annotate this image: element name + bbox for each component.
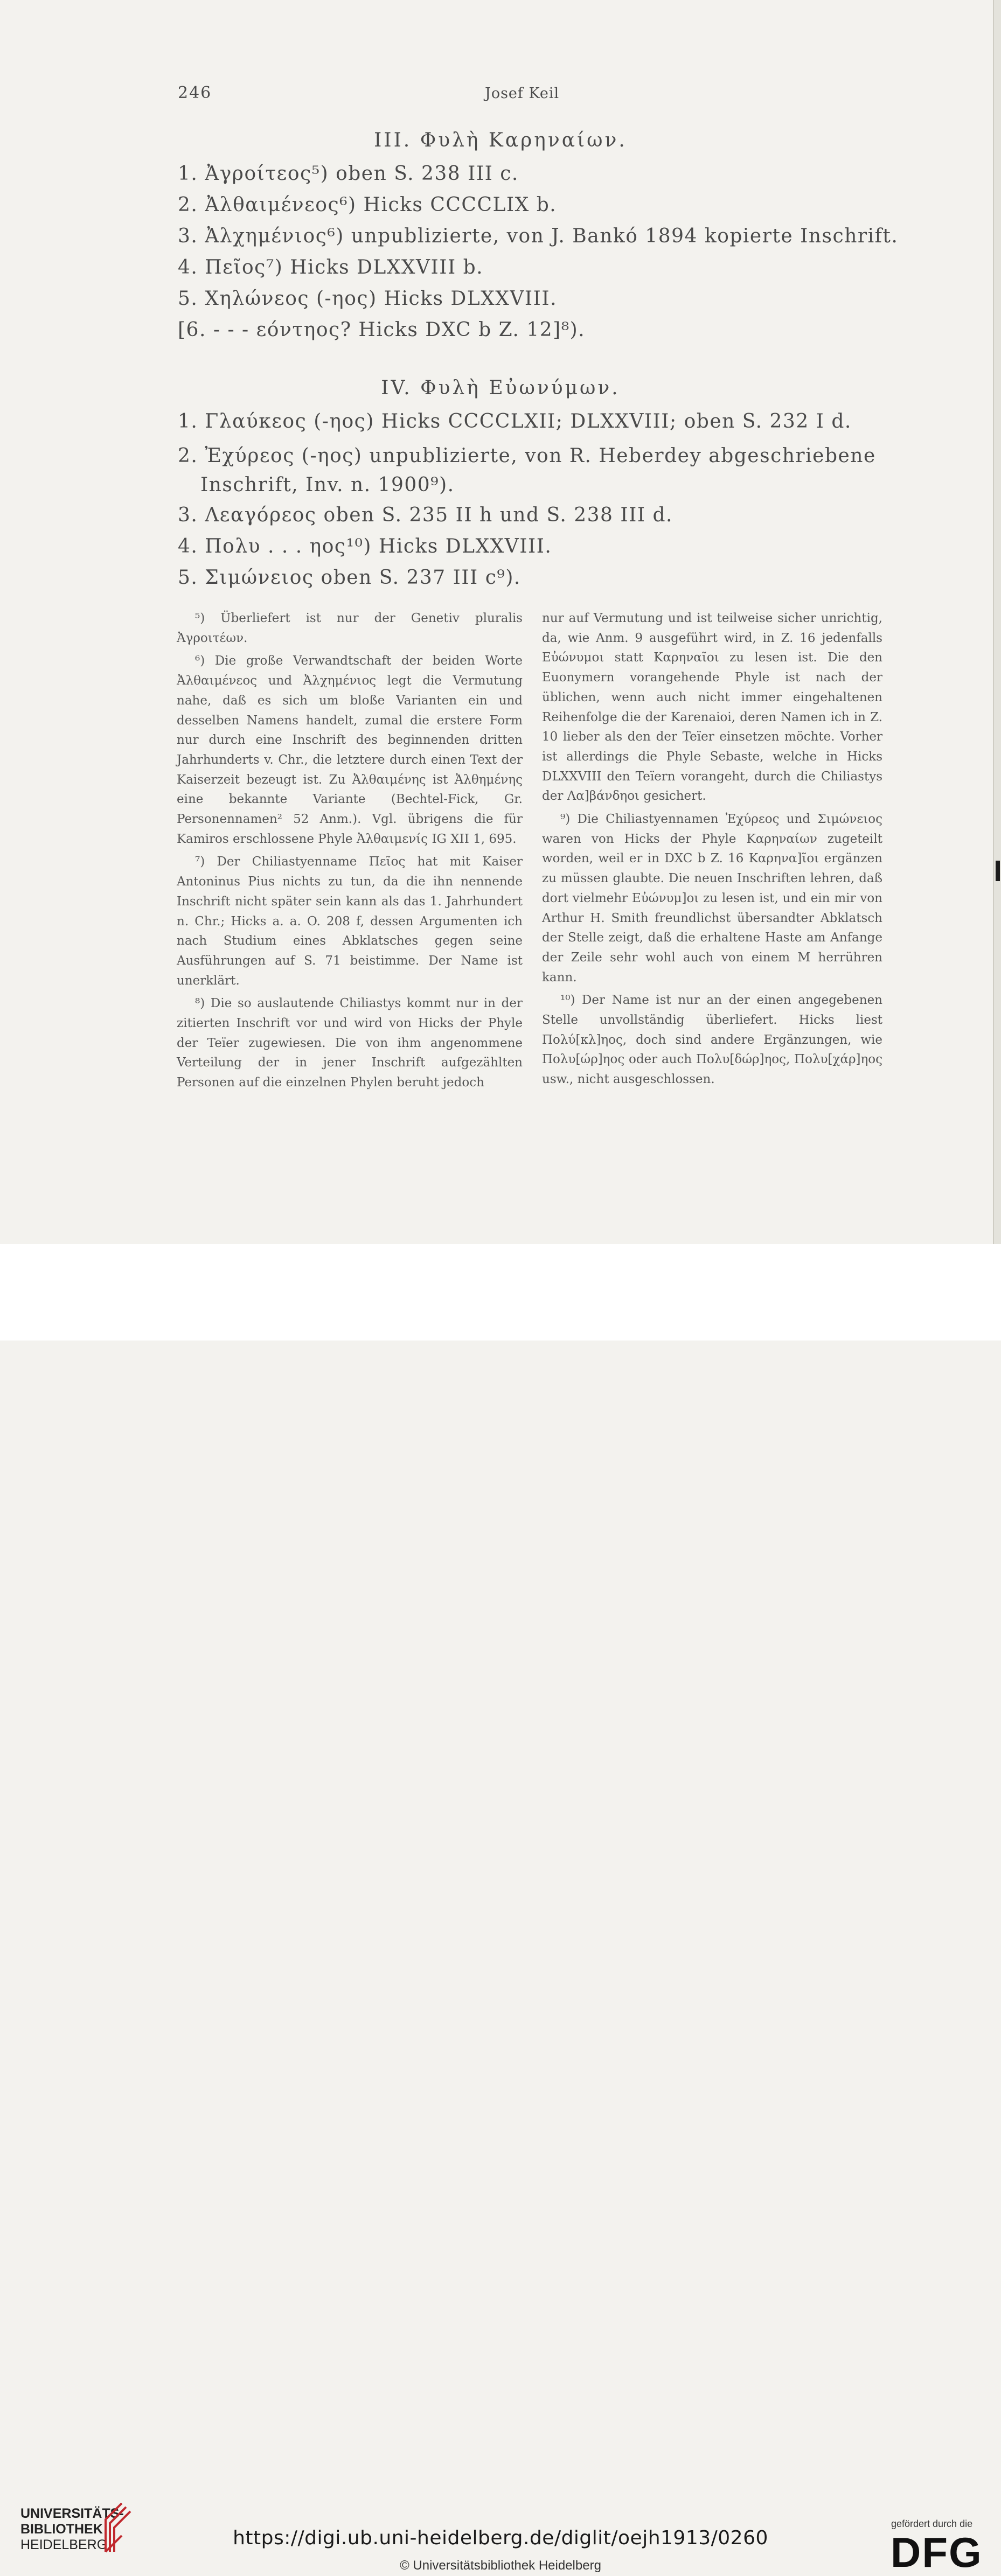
entry-item: [6. - - - εόντηος? Hicks DXC b Z. 12]⁸). <box>178 319 586 341</box>
footnotes-left-column <box>177 609 523 1096</box>
section-title-iv: IV. Φυλὴ Εὐωνύμων. <box>381 377 620 399</box>
page-edge <box>993 0 1001 1244</box>
entry-item: 2. Ἐχύρεος (-ηος) unpublizierte, von R. Heberdey abgeschriebene Inschrift, Inv. n. 1900⁹). <box>178 445 876 496</box>
edge-marker <box>996 861 1000 881</box>
entry-item: 5. Σιμώνειος oben S. 237 III c⁹). <box>178 567 521 589</box>
funded-by-label: gefördert durch die <box>891 2518 973 2529</box>
section-title-iii: III. Φυλὴ Καρηναίων. <box>374 129 627 151</box>
footnote-6: ⁶) Die große Verwandtschaft der beiden Worte Ἀλθαιμένεος und Ἀλχημένιος legt die Vermutung nahe, daß es sich um bloße Varianten ein und desselben Namens handelt, zumal die erstere Form nur durch eine Inschrift des beginnenden dritten Jahrhunderts v. Chr., die letztere durch einen Text der Kaiserzeit bezeugt ist. Zu Ἀλθαιμένης ist Ἀλθημένης eine bekannte Variante (Bechtel-Fick, Gr. Personennamen² 52 Anm.). Vgl. übrigens die für Kamiros erschlossene Phyle Ἀλθαιμενίς IG XII 1, 695. <box>177 654 523 846</box>
footnote-8: ⁸) Die so auslautende Chiliastys kommt nur in der zitierten Inschrift vor und wird von Hicks der Phyle der Teïer zugewiesen. Die von ihm angenommene Verteilung der in jener Inschrift aufgezählten Personen auf die einzelnen Phylen beruht jedoch <box>177 996 523 1090</box>
copyright-notice: © Universitätsbibliothek Heidelberg <box>400 2558 601 2573</box>
dfg-logo[interactable]: DFG <box>891 2529 983 2576</box>
library-name-line1: UNIVERSITÄTS- <box>20 2506 124 2521</box>
footnotes-right-column <box>542 609 882 1093</box>
entry-item: 1. Γλαύκεος (-ηος) Hicks CCCCLXII; DLXXVIII; oben S. 232 I d. <box>178 410 852 432</box>
footnote-7: ⁷) Der Chiliastyenname Πεῖος hat mit Kaiser Antoninus Pius nichts zu tun, da die ihn nennende Inschrift nicht später sein kann als das 1. Jahrhundert n. Chr.; Hicks a. a. O. 208 f, dessen Argumenten ich nach Studium eines Abklatsches gegen seine Ausführungen auf S. 71 beistimme. Der Name ist unerklärt. <box>177 855 523 988</box>
footnote-10: ¹⁰) Der Name ist nur an der einen angegebenen Stelle unvollständig überliefert. Hicks liest Πολύ[κλ]ηος, doch sind andere Ergänzungen, wie Πολυ[ώρ]ηος oder auch Πολυ[δώρ]ηος, Πολυ[χάρ]ηος usw., nicht ausgeschlossen. <box>542 993 882 1087</box>
library-name-line3: HEIDELBERG <box>20 2537 108 2552</box>
entry-item: 4. Πεῖος⁷) Hicks DLXXVIII b. <box>178 256 484 278</box>
entry-item: 4. Πολυ . . . ηος¹⁰) Hicks DLXXVIII. <box>178 535 552 557</box>
running-head: Josef Keil <box>485 85 560 102</box>
entry-item: 3. Λεαγόρεος oben S. 235 II h und S. 238 III d. <box>178 504 673 526</box>
footnote-8-continuation: nur auf Vermutung und ist teilweise sicher unrichtig, da, wie Anm. 9 ausgeführt wird, in Z. 16 jedenfalls Εὐώνυμοι statt Καρηναῖοι zu lesen ist. Die den Euonymern vorangehende Phyle ist nach der üblichen, wenn auch nicht immer eingehaltenen Reihenfolge die der Karenaioi, deren Namen ich in Z. 10 lieber als den der Teïer einsetzen möchte. Vorher ist allerdings die Phyle Sebaste, welche in Hicks DLXXVIII den Teïern vorangeht, durch die Chiliastys der Λα]βάνδηοι gesichert. <box>542 611 882 804</box>
footnote-5: ⁵) Überliefert ist nur der Genetiv pluralis Ἀγροιτέων. <box>177 611 523 645</box>
footnote-9: ⁹) Die Chiliastyennamen Ἐχύρεος und Σιμώνειος waren von Hicks der Phyle Καρηναίων zugeteilt worden, weil er in DXC b Z. 16 Καρηνα]ῖοι ergänzen zu müssen glaubte. Die neuen Inschriften lehren, daß dort vielmehr Εὐώνυμ]οι zu lesen ist, und ein mir von Arthur H. Smith freundlichst übersandter Abklatsch der Stelle zeigt, daß die erhaltene Haste am Anfange der Zeile sehr wohl auch von einem M herrühren kann. <box>542 812 882 985</box>
permalink-url[interactable]: https://digi.ub.uni-heidelberg.de/diglit/oejh1913/0260 <box>233 2527 768 2549</box>
entry-item: 1. Ἀγροίτεος⁵) oben S. 238 III c. <box>178 163 519 185</box>
library-name-line2: BIBLIOTHEK <box>20 2522 103 2537</box>
entry-item: 5. Χηλώνεος (-ηος) Hicks DLXXVIII. <box>178 288 558 310</box>
footer-bar <box>0 1244 1001 2576</box>
entry-list-iv <box>178 410 884 598</box>
page-number: 246 <box>178 83 212 102</box>
entry-item: 3. Ἀλχημένιος⁶) unpublizierte, von J. Bankó 1894 kopierte Inschrift. <box>178 225 899 247</box>
entry-list-iii <box>178 163 899 350</box>
entry-item: 2. Ἀλθαιμένεος⁶) Hicks CCCCLIX b. <box>178 194 557 216</box>
